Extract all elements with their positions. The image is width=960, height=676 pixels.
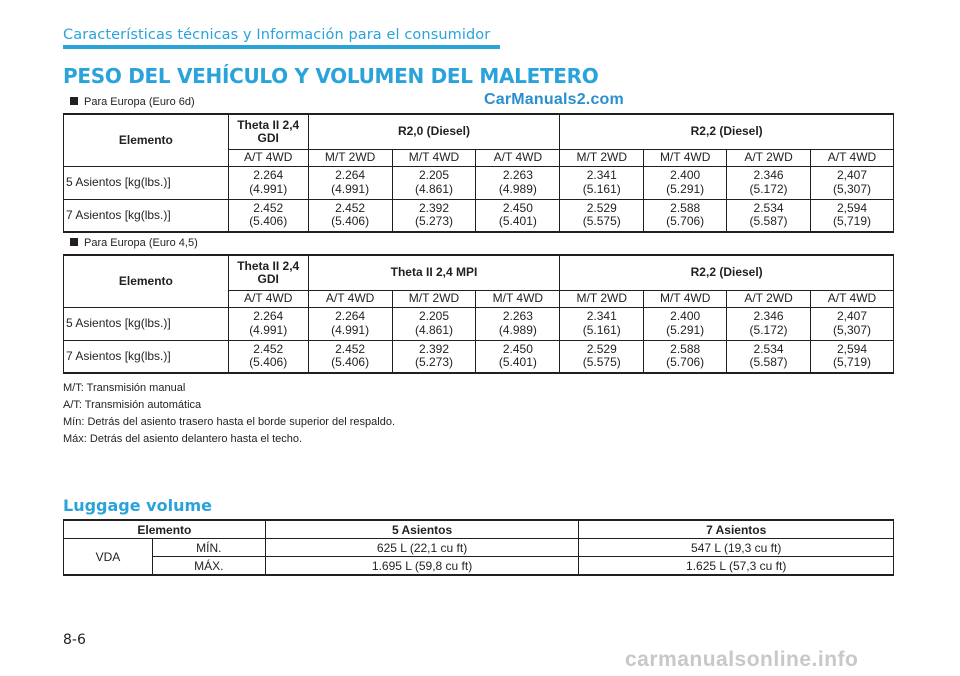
square-bullet-icon	[70, 97, 78, 105]
weight-lbs: (5.406)	[331, 214, 370, 229]
table1-note: Para Europa (Euro 6d)	[70, 96, 195, 108]
weight-kg: 2.452	[335, 342, 366, 357]
weight-cell	[727, 340, 811, 373]
definition-line: M/T: Transmisión manual	[63, 382, 186, 394]
weight-cell	[228, 340, 308, 373]
transmission-header: A/T 4WD	[476, 149, 560, 166]
weight-cell	[560, 199, 644, 232]
weight-kg: 2.588	[670, 342, 701, 357]
transmission-header: M/T 4WD	[392, 149, 476, 166]
weight-cell	[560, 307, 644, 340]
weight-kg: 2.264	[335, 309, 366, 324]
weight-lbs: (4.991)	[249, 181, 288, 196]
page-title: PESO DEL VEHÍCULO Y VOLUMEN DEL MALETERO	[63, 64, 599, 88]
definition-line: Máx: Detrás del asiento delantero hasta el techo.	[63, 433, 303, 445]
weight-kg: 2.534	[753, 342, 784, 357]
weight-lbs: (5.291)	[666, 181, 705, 196]
watermark[interactable]: CarManuals2.com	[484, 91, 624, 108]
weight-lbs: (4.991)	[331, 181, 370, 196]
weight-kg: 2,407	[836, 168, 868, 183]
weight-cell	[308, 199, 392, 232]
weight-kg: 2.450	[502, 342, 533, 357]
weight-cell	[811, 340, 894, 373]
weight-lbs: (4.861)	[414, 322, 453, 337]
definition-line: A/T: Transmisión automática	[63, 399, 202, 411]
weight-cell	[644, 307, 727, 340]
weight-lbs: (5.406)	[331, 355, 370, 370]
weight-kg: 2.346	[753, 309, 784, 324]
weight-kg: 2,594	[836, 201, 868, 216]
transmission-header: M/T 2WD	[392, 290, 476, 307]
weight-lbs: (5.401)	[498, 214, 537, 229]
weight-lbs: (5,307)	[832, 181, 872, 196]
header-rule	[63, 45, 500, 49]
weight-kg: 2.341	[586, 309, 617, 324]
weight-lbs: (4.861)	[414, 181, 453, 196]
weight-lbs: (5.575)	[582, 214, 621, 229]
weight-cell	[811, 199, 894, 232]
weight-lbs: (5.161)	[582, 181, 621, 196]
weight-lbs: (4.991)	[249, 322, 288, 337]
weight-kg: 2.263	[502, 309, 533, 324]
transmission-header: M/T 2WD	[560, 290, 644, 307]
weight-kg: 2.264	[335, 168, 366, 183]
luggage-5-header: 5 Asientos	[265, 520, 579, 539]
weight-lbs: (5,719)	[832, 355, 872, 370]
weight-lbs: (5.706)	[666, 355, 705, 370]
weight-cell	[228, 307, 308, 340]
engine-header: R2,2 (Diesel)	[560, 114, 894, 149]
page-number: 8-6	[63, 632, 86, 648]
luggage-cell: 1.695 L (59,8 cu ft)	[265, 557, 579, 576]
square-bullet-icon	[70, 238, 78, 246]
weight-kg: 2.452	[335, 201, 366, 216]
weight-lbs: (5.161)	[582, 322, 621, 337]
element-header: Elemento	[64, 114, 229, 166]
luggage-cell: 547 L (19,3 cu ft)	[579, 539, 894, 557]
transmission-header: A/T 4WD	[811, 290, 894, 307]
table2-note: Para Europa (Euro 4,5)	[70, 237, 198, 249]
weight-cell	[392, 340, 476, 373]
luggage-type: MÁX.	[152, 557, 265, 576]
weight-kg: 2.452	[253, 201, 284, 216]
transmission-header: M/T 4WD	[644, 290, 727, 307]
weight-cell	[727, 307, 811, 340]
weight-cell	[308, 307, 392, 340]
luggage-table	[63, 519, 894, 576]
weight-lbs: (5.406)	[249, 214, 288, 229]
weight-cell	[811, 166, 894, 199]
weight-lbs: (5.706)	[666, 214, 705, 229]
luggage-7-header: 7 Asientos	[579, 520, 894, 539]
weight-cell	[811, 307, 894, 340]
weight-lbs: (5.401)	[498, 355, 537, 370]
weight-lbs: (5.575)	[582, 355, 621, 370]
definitions	[63, 380, 395, 448]
weight-cell	[727, 166, 811, 199]
weight-lbs: (4.989)	[498, 322, 537, 337]
weight-kg: 2.450	[502, 201, 533, 216]
engine-header: R2,2 (Diesel)	[560, 255, 894, 290]
weight-cell	[308, 166, 392, 199]
transmission-header: M/T 2WD	[308, 149, 392, 166]
engine-header: Theta II 2,4 MPI	[308, 255, 560, 290]
weight-kg: 2.346	[753, 168, 784, 183]
weight-kg: 2.263	[502, 168, 533, 183]
weight-cell	[644, 340, 727, 373]
weight-cell	[392, 199, 476, 232]
weight-kg: 2.534	[753, 201, 784, 216]
weight-kg: 2.205	[418, 168, 449, 183]
weight-kg: 2,594	[836, 342, 868, 357]
weight-lbs: (5.291)	[666, 322, 705, 337]
weight-cell	[392, 166, 476, 199]
weight-kg: 2.205	[418, 309, 449, 324]
weight-kg: 2.341	[586, 168, 617, 183]
transmission-header: A/T 4WD	[308, 290, 392, 307]
weight-table-euro45	[63, 254, 894, 374]
transmission-header: A/T 2WD	[727, 290, 811, 307]
section-header: Características técnicas y Información para el consumidor	[63, 27, 491, 43]
luggage-cell: 625 L (22,1 cu ft)	[265, 539, 579, 557]
luggage-type: MÍN.	[152, 539, 265, 557]
weight-cell	[228, 199, 308, 232]
weight-lbs: (5.587)	[749, 355, 788, 370]
vda-label: VDA	[64, 539, 153, 576]
row-label: 7 Asientos [kg(lbs.)]	[64, 199, 229, 232]
weight-lbs: (4.991)	[331, 322, 370, 337]
weight-kg: 2.392	[418, 201, 449, 216]
weight-cell	[392, 307, 476, 340]
transmission-header: M/T 2WD	[560, 149, 644, 166]
weight-table-euro6d	[63, 113, 894, 233]
weight-lbs: (5.587)	[749, 214, 788, 229]
engine-header: Theta II 2,4 GDI	[228, 255, 308, 290]
row-label: 7 Asientos [kg(lbs.)]	[64, 340, 229, 373]
weight-kg: 2.400	[670, 168, 701, 183]
luggage-element-header: Elemento	[64, 520, 266, 539]
weight-kg: 2.529	[586, 201, 617, 216]
engine-header: R2,0 (Diesel)	[308, 114, 560, 149]
weight-lbs: (5.172)	[749, 181, 788, 196]
weight-cell	[476, 340, 560, 373]
weight-lbs: (4.989)	[498, 181, 537, 196]
weight-kg: 2.529	[586, 342, 617, 357]
weight-lbs: (5,719)	[832, 214, 872, 229]
luggage-title: Luggage volume	[63, 496, 212, 515]
weight-kg: 2.392	[418, 342, 449, 357]
transmission-header: M/T 4WD	[476, 290, 560, 307]
weight-cell	[727, 199, 811, 232]
weight-cell	[476, 199, 560, 232]
weight-cell	[476, 166, 560, 199]
weight-cell	[308, 340, 392, 373]
footer-watermark[interactable]: carmanualsonline.info	[625, 648, 859, 671]
weight-kg: 2,407	[836, 309, 868, 324]
transmission-header: A/T 2WD	[727, 149, 811, 166]
weight-cell	[228, 166, 308, 199]
transmission-header: A/T 4WD	[228, 290, 308, 307]
weight-lbs: (5.406)	[249, 355, 288, 370]
weight-cell	[644, 166, 727, 199]
weight-lbs: (5.273)	[414, 355, 453, 370]
transmission-header: A/T 4WD	[811, 149, 894, 166]
weight-cell	[560, 166, 644, 199]
weight-kg: 2.588	[670, 201, 701, 216]
row-label: 5 Asientos [kg(lbs.)]	[64, 166, 229, 199]
luggage-cell: 1.625 L (57,3 cu ft)	[579, 557, 894, 576]
weight-cell	[560, 340, 644, 373]
row-label: 5 Asientos [kg(lbs.)]	[64, 307, 229, 340]
weight-kg: 2.400	[670, 309, 701, 324]
weight-kg: 2.264	[253, 309, 284, 324]
weight-cell	[644, 199, 727, 232]
transmission-header: A/T 4WD	[228, 149, 308, 166]
transmission-header: M/T 4WD	[644, 149, 727, 166]
weight-lbs: (5,307)	[832, 322, 872, 337]
definition-line: Mín: Detrás del asiento trasero hasta el borde superior del respaldo.	[63, 416, 396, 428]
weight-cell	[476, 307, 560, 340]
weight-lbs: (5.273)	[414, 214, 453, 229]
element-header: Elemento	[64, 255, 229, 307]
weight-kg: 2.264	[253, 168, 284, 183]
weight-lbs: (5.172)	[749, 322, 788, 337]
weight-kg: 2.452	[253, 342, 284, 357]
engine-header: Theta II 2,4 GDI	[228, 114, 308, 149]
